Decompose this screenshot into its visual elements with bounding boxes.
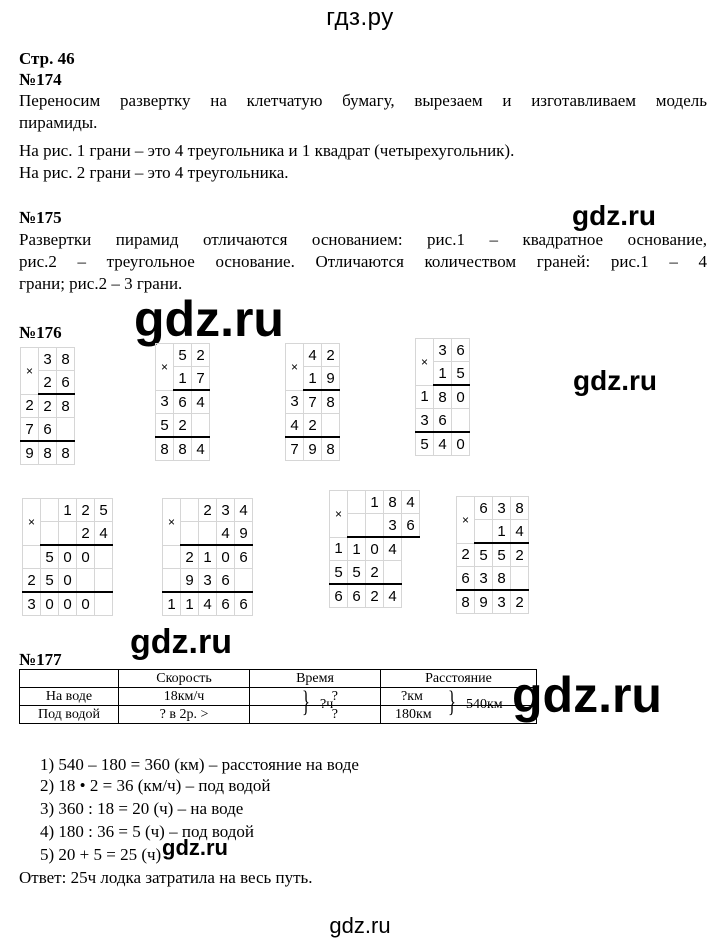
grid-cell: 0 bbox=[59, 569, 77, 593]
grid-cell bbox=[348, 491, 366, 514]
table-row-label: Под водой bbox=[20, 706, 119, 724]
grid-cell: 2 bbox=[181, 545, 199, 569]
grid-cell: 8 bbox=[322, 390, 340, 414]
grid-cell: 3 bbox=[199, 569, 217, 593]
task-175-line-1: Развертки пирамид отличаются основанием: рис.1 – квадратное основание, bbox=[19, 230, 707, 249]
grid-cell: 5 bbox=[156, 414, 174, 438]
grid-cell bbox=[322, 414, 340, 438]
grid-cell: 9 bbox=[235, 522, 253, 546]
watermark: gdz.ru bbox=[162, 835, 228, 860]
grid-cell: 2 bbox=[77, 499, 95, 522]
grid-cell bbox=[95, 592, 113, 616]
table-cell-speed: ? в 2р. > bbox=[119, 706, 250, 724]
grid-cell: 6 bbox=[174, 390, 192, 414]
grid-cell: 6 bbox=[217, 592, 235, 616]
grid-cell: 8 bbox=[39, 441, 57, 465]
grid-cell: 1 bbox=[163, 592, 181, 616]
grid-cell: 1 bbox=[330, 537, 348, 561]
grid-cell: 0 bbox=[59, 545, 77, 569]
grid-cell: 5 bbox=[95, 499, 113, 522]
table-header bbox=[20, 670, 119, 688]
grid-cell: 3 bbox=[384, 514, 402, 538]
grid-cell: 6 bbox=[235, 592, 253, 616]
grid-cell bbox=[366, 514, 384, 538]
grid-cell: 3 bbox=[475, 567, 493, 591]
grid-cell: 4 bbox=[402, 491, 420, 514]
grid-cell: 5 bbox=[41, 569, 59, 593]
site-footer: gdz.ru bbox=[329, 913, 391, 938]
multiply-sign: × bbox=[21, 348, 39, 395]
grid-cell: 2 bbox=[457, 543, 475, 567]
task-175-line-2: рис.2 – треугольное основание. Отличаются количеством граней: рис.1 – 4 bbox=[19, 252, 707, 271]
table-header: Время bbox=[250, 670, 381, 688]
grid-cell: 1 bbox=[304, 367, 322, 391]
grid-cell bbox=[77, 569, 95, 593]
grid-cell: 9 bbox=[21, 441, 39, 465]
grid-cell bbox=[181, 499, 199, 522]
time-total: ?ч bbox=[320, 697, 334, 712]
grid-cell: 8 bbox=[57, 394, 75, 418]
grid-cell: 4 bbox=[286, 414, 304, 438]
grid-cell: 5 bbox=[416, 432, 434, 456]
task-174-line-3: На рис. 1 грани – это 4 треугольника и 1 квадрат (четырехугольник). bbox=[19, 141, 515, 160]
table-cell-distance: ?км bbox=[381, 688, 537, 706]
watermark: gdz.ru bbox=[512, 667, 662, 723]
task-174-line-2: пирамиды. bbox=[19, 113, 98, 132]
grid-cell: 2 bbox=[174, 414, 192, 438]
grid-cell: 6 bbox=[434, 409, 452, 433]
grid-cell: 7 bbox=[286, 437, 304, 461]
grid-cell: 7 bbox=[21, 418, 39, 442]
grid-cell: 0 bbox=[452, 385, 470, 409]
grid-cell: 2 bbox=[192, 344, 210, 367]
table-cell-time: ? bbox=[250, 706, 381, 724]
grid-cell bbox=[57, 418, 75, 442]
grid-cell: 8 bbox=[457, 590, 475, 614]
grid-cell: 0 bbox=[77, 592, 95, 616]
task-177-table bbox=[19, 669, 537, 724]
multiplication-grid bbox=[20, 347, 75, 465]
grid-cell: 0 bbox=[217, 545, 235, 569]
grid-cell: 3 bbox=[434, 339, 452, 362]
grid-cell: 8 bbox=[493, 567, 511, 591]
grid-cell: 8 bbox=[174, 437, 192, 461]
grid-cell: 3 bbox=[493, 590, 511, 614]
distance-total: 540км bbox=[466, 697, 503, 712]
table-header: Скорость bbox=[119, 670, 250, 688]
grid-cell: 3 bbox=[156, 390, 174, 414]
grid-cell: 2 bbox=[39, 371, 57, 395]
solution-step-5: 5) 20 + 5 = 25 (ч) bbox=[40, 845, 162, 864]
grid-cell: 4 bbox=[217, 522, 235, 546]
grid-cell bbox=[348, 514, 366, 538]
grid-cell: 1 bbox=[493, 520, 511, 544]
grid-cell: 6 bbox=[39, 418, 57, 442]
grid-cell: 4 bbox=[95, 522, 113, 546]
grid-cell: 0 bbox=[59, 592, 77, 616]
page-number: Стр. 46 bbox=[19, 49, 75, 68]
grid-cell bbox=[475, 520, 493, 544]
grid-cell bbox=[163, 545, 181, 569]
grid-cell: 5 bbox=[41, 545, 59, 569]
grid-cell: 9 bbox=[304, 437, 322, 461]
grid-cell: 3 bbox=[39, 348, 57, 371]
grid-cell bbox=[95, 569, 113, 593]
grid-cell: 3 bbox=[416, 409, 434, 433]
task-176-title: №176 bbox=[19, 323, 62, 342]
grid-cell bbox=[41, 522, 59, 546]
site-title: гдз.ру bbox=[326, 4, 394, 31]
grid-cell: 6 bbox=[402, 514, 420, 538]
brace-icon: } bbox=[302, 685, 310, 718]
multiply-sign: × bbox=[286, 344, 304, 391]
grid-cell: 2 bbox=[322, 344, 340, 367]
grid-cell: 1 bbox=[434, 362, 452, 386]
grid-cell bbox=[192, 414, 210, 438]
grid-cell: 2 bbox=[23, 569, 41, 593]
grid-cell: 5 bbox=[493, 543, 511, 567]
task-175-title: №175 bbox=[19, 208, 62, 227]
solution-step-3: 3) 360 : 18 = 20 (ч) – на воде bbox=[40, 799, 244, 818]
grid-cell: 9 bbox=[181, 569, 199, 593]
grid-cell: 8 bbox=[322, 437, 340, 461]
multiply-sign: × bbox=[163, 499, 181, 546]
grid-cell: 6 bbox=[457, 567, 475, 591]
watermark: gdz.ru bbox=[130, 623, 232, 661]
grid-cell: 3 bbox=[493, 497, 511, 520]
grid-cell: 4 bbox=[235, 499, 253, 522]
grid-cell: 1 bbox=[199, 545, 217, 569]
grid-cell: 4 bbox=[199, 592, 217, 616]
grid-cell bbox=[511, 567, 529, 591]
grid-cell: 2 bbox=[77, 522, 95, 546]
grid-cell: 2 bbox=[511, 543, 529, 567]
multiplication-grid bbox=[415, 338, 470, 456]
grid-cell bbox=[95, 545, 113, 569]
multiply-sign: × bbox=[23, 499, 41, 546]
table-cell-speed: 18км/ч bbox=[119, 688, 250, 706]
grid-cell: 9 bbox=[322, 367, 340, 391]
grid-cell: 5 bbox=[174, 344, 192, 367]
grid-cell: 3 bbox=[286, 390, 304, 414]
grid-cell: 0 bbox=[366, 537, 384, 561]
grid-cell: 2 bbox=[21, 394, 39, 418]
grid-cell: 2 bbox=[366, 584, 384, 608]
grid-cell: 1 bbox=[59, 499, 77, 522]
answer: Ответ: 25ч лодка затратила на весь путь. bbox=[19, 868, 313, 887]
grid-cell: 1 bbox=[366, 491, 384, 514]
grid-cell: 6 bbox=[452, 339, 470, 362]
grid-cell: 3 bbox=[217, 499, 235, 522]
watermark: gdz.ru bbox=[134, 291, 284, 347]
grid-cell: 8 bbox=[384, 491, 402, 514]
grid-cell: 5 bbox=[348, 561, 366, 585]
grid-cell: 1 bbox=[174, 367, 192, 391]
grid-cell: 7 bbox=[304, 390, 322, 414]
table-header: Расстояние bbox=[381, 670, 537, 688]
grid-cell: 6 bbox=[235, 545, 253, 569]
grid-cell: 6 bbox=[330, 584, 348, 608]
table-cell-distance: 180км bbox=[381, 706, 537, 724]
multiplication-grid bbox=[162, 498, 253, 616]
grid-cell: 9 bbox=[475, 590, 493, 614]
grid-cell: 2 bbox=[304, 414, 322, 438]
grid-cell: 2 bbox=[199, 499, 217, 522]
task-177-title: №177 bbox=[19, 650, 62, 669]
grid-cell: 4 bbox=[434, 432, 452, 456]
solution-step-2: 2) 18 • 2 = 36 (км/ч) – под водой bbox=[40, 776, 271, 795]
grid-cell: 6 bbox=[348, 584, 366, 608]
grid-cell: 6 bbox=[217, 569, 235, 593]
grid-cell: 4 bbox=[192, 390, 210, 414]
grid-cell: 6 bbox=[57, 371, 75, 395]
grid-cell: 4 bbox=[384, 584, 402, 608]
grid-cell: 4 bbox=[304, 344, 322, 367]
grid-cell bbox=[384, 561, 402, 585]
grid-cell: 8 bbox=[434, 385, 452, 409]
multiplication-grid bbox=[22, 498, 113, 616]
grid-cell: 8 bbox=[511, 497, 529, 520]
grid-cell: 1 bbox=[181, 592, 199, 616]
multiplication-grid bbox=[456, 496, 529, 614]
grid-cell: 4 bbox=[192, 437, 210, 461]
grid-cell: 5 bbox=[475, 543, 493, 567]
grid-cell: 0 bbox=[452, 432, 470, 456]
grid-cell: 2 bbox=[39, 394, 57, 418]
grid-cell: 4 bbox=[511, 520, 529, 544]
grid-cell: 7 bbox=[192, 367, 210, 391]
grid-cell: 1 bbox=[348, 537, 366, 561]
grid-cell bbox=[23, 545, 41, 569]
table-cell-time: ? bbox=[250, 688, 381, 706]
grid-cell bbox=[235, 569, 253, 593]
grid-cell bbox=[163, 569, 181, 593]
multiplication-grid bbox=[155, 343, 210, 461]
grid-cell bbox=[59, 522, 77, 546]
multiply-sign: × bbox=[330, 491, 348, 538]
grid-cell: 8 bbox=[156, 437, 174, 461]
grid-cell: 0 bbox=[77, 545, 95, 569]
grid-cell: 1 bbox=[416, 385, 434, 409]
grid-cell: 6 bbox=[475, 497, 493, 520]
multiply-sign: × bbox=[416, 339, 434, 386]
watermark: gdz.ru bbox=[572, 200, 656, 231]
grid-cell: 0 bbox=[41, 592, 59, 616]
grid-cell: 8 bbox=[57, 441, 75, 465]
grid-cell bbox=[41, 499, 59, 522]
grid-cell: 5 bbox=[452, 362, 470, 386]
grid-cell: 4 bbox=[384, 537, 402, 561]
table-row-label: На воде bbox=[20, 688, 119, 706]
task-174-title: №174 bbox=[19, 70, 62, 89]
grid-cell: 8 bbox=[57, 348, 75, 371]
task-174-line-1: Переносим развертку на клетчатую бумагу, вырезаем и изготавливаем модель bbox=[19, 91, 707, 110]
grid-cell bbox=[181, 522, 199, 546]
multiplication-grid bbox=[285, 343, 340, 461]
grid-cell bbox=[199, 522, 217, 546]
multiply-sign: × bbox=[156, 344, 174, 391]
task-174-line-4: На рис. 2 грани – это 4 треугольника. bbox=[19, 163, 289, 182]
multiplication-grid bbox=[329, 490, 420, 608]
watermark: gdz.ru bbox=[573, 365, 657, 396]
grid-cell: 2 bbox=[366, 561, 384, 585]
task-175-line-3: грани; рис.2 – 3 грани. bbox=[19, 274, 183, 293]
grid-cell bbox=[452, 409, 470, 433]
multiply-sign: × bbox=[457, 497, 475, 544]
solution-step-1: 1) 540 – 180 = 360 (км) – расстояние на воде bbox=[40, 755, 359, 774]
grid-cell: 3 bbox=[23, 592, 41, 616]
grid-cell: 2 bbox=[511, 590, 529, 614]
grid-cell: 5 bbox=[330, 561, 348, 585]
solution-step-4: 4) 180 : 36 = 5 (ч) – под водой bbox=[40, 822, 255, 841]
brace-icon: } bbox=[448, 685, 456, 718]
